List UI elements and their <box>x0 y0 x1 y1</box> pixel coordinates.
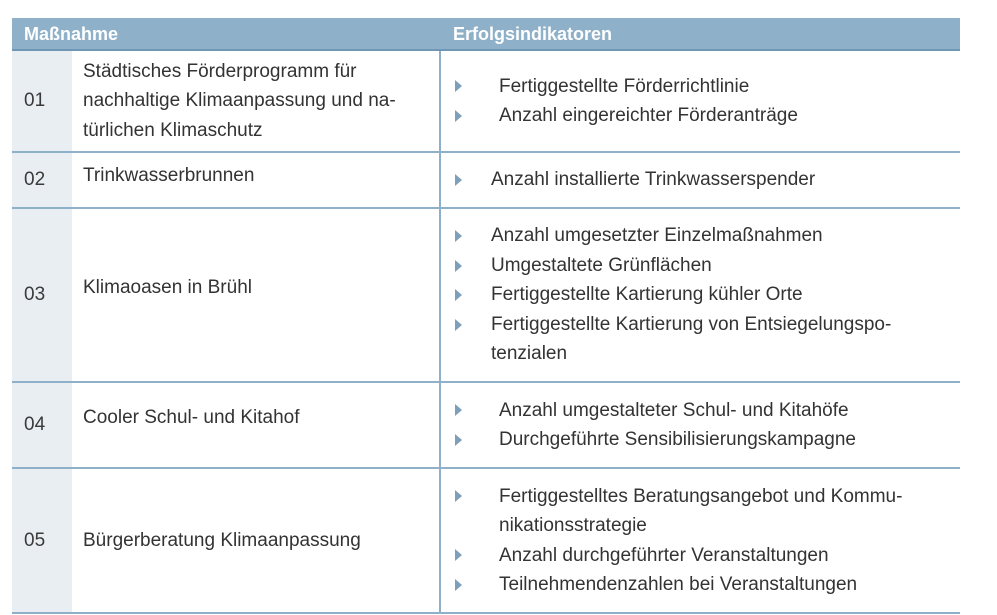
header-indicators: Erfolgsindikatoren <box>453 24 613 44</box>
table-row <box>12 153 960 209</box>
bullet-arrow-icon <box>455 482 463 512</box>
measures-table <box>12 18 960 614</box>
table-row <box>12 51 960 153</box>
measure-text: Trinkwasserbrunnen <box>83 165 255 186</box>
indicator-cell <box>441 153 960 207</box>
list-item: Anzahl eingereichter Förderanträge <box>441 101 960 131</box>
table-header <box>12 18 960 51</box>
bullet-arrow-icon <box>455 72 463 102</box>
list-item: Umgestaltete Grünflächen <box>441 251 960 281</box>
measure-cell <box>72 153 441 207</box>
bullet-arrow-icon <box>455 310 463 340</box>
list-item: Fertiggestellte Kartierung von Entsiegelungspo- tenzialen <box>441 310 960 369</box>
bullet-arrow-icon <box>455 165 463 195</box>
list-item: Anzahl installierte Trinkwasserspender <box>441 165 960 195</box>
indicator-cell <box>441 51 960 151</box>
measure-cell <box>72 51 441 151</box>
bullet-arrow-icon <box>455 425 463 455</box>
bullet-arrow-icon <box>455 251 463 281</box>
bullet-arrow-icon <box>455 396 463 426</box>
table-row <box>12 209 960 383</box>
measure-text: Cooler Schul- und Kitahof <box>83 407 300 429</box>
measure-text: Städtisches Förderprogramm für nachhaltige Klimaanpassung und na- türlichen Klimaschutz <box>83 60 396 141</box>
indicator-cell <box>441 383 960 467</box>
measure-text: Klimaoasen in Brühl <box>83 277 252 299</box>
list-item: Fertiggestelltes Beratungsangebot und Kommu- nikationsstrategie <box>441 482 960 541</box>
indicator-cell <box>441 469 960 612</box>
list-item: Fertiggestellte Kartierung kühler Orte <box>441 280 960 310</box>
measure-cell <box>72 209 441 381</box>
table-row <box>12 383 960 469</box>
bullet-arrow-icon <box>455 221 463 251</box>
bullet-arrow-icon <box>455 541 463 571</box>
list-item: Anzahl umgesetzter Einzelmaßnahmen <box>441 221 960 251</box>
list-item: Anzahl durchgeführter Veranstaltungen <box>441 541 960 571</box>
bullet-arrow-icon <box>455 570 463 600</box>
row-number: 04 <box>12 383 72 467</box>
list-item: Durchgeführte Sensibilisierungskampagne <box>441 425 960 455</box>
measure-cell <box>72 469 441 612</box>
row-number: 05 <box>12 469 72 612</box>
header-measure: Maßnahme <box>24 24 119 44</box>
bullet-arrow-icon <box>455 280 463 310</box>
measure-text: Bürgerberatung Klimaanpassung <box>83 529 361 551</box>
row-number: 03 <box>12 209 72 381</box>
table-row <box>12 469 960 614</box>
indicator-cell <box>441 209 960 381</box>
row-number: 01 <box>12 51 72 151</box>
list-item: Teilnehmendenzahlen bei Veranstaltungen <box>441 570 960 600</box>
list-item: Fertiggestellte Förderrichtlinie <box>441 72 960 102</box>
list-item: Anzahl umgestalteter Schul- und Kitahöfe <box>441 396 960 426</box>
bullet-arrow-icon <box>455 101 463 131</box>
measure-cell <box>72 383 441 467</box>
row-number: 02 <box>12 153 72 207</box>
